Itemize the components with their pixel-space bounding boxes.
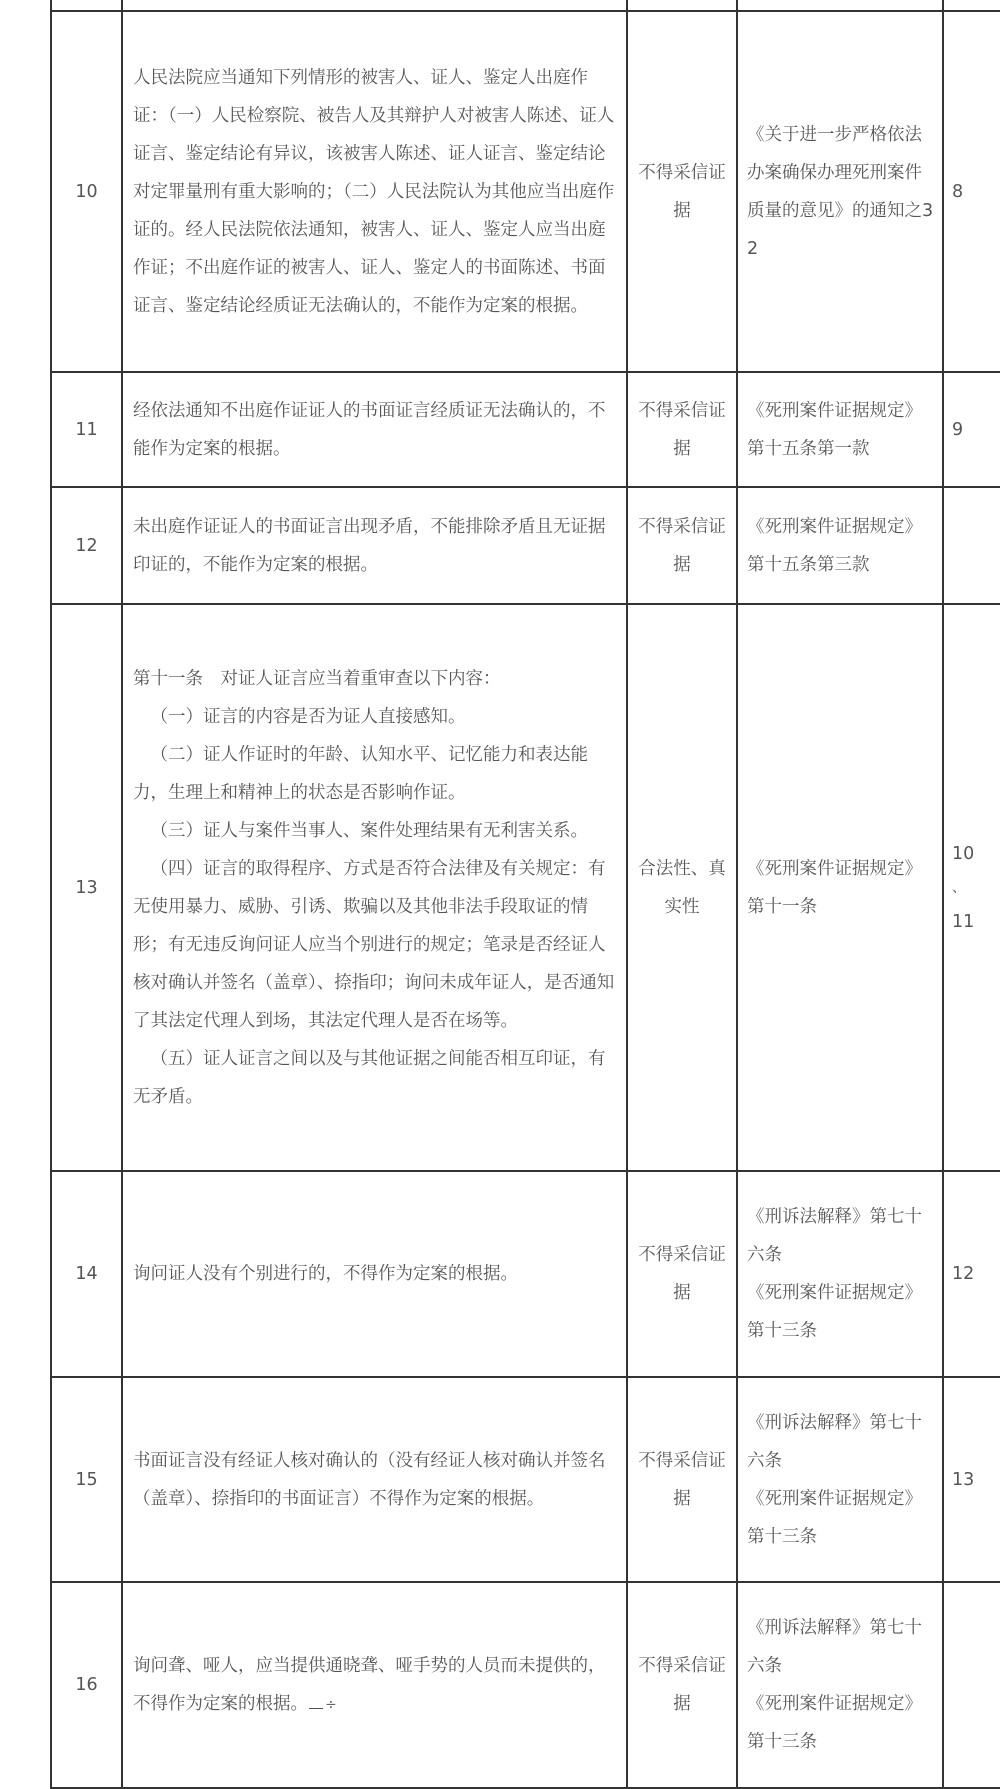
legal-basis xyxy=(737,604,943,1171)
basis-line: 《刑诉法解释》第七十六条 xyxy=(747,1412,922,1471)
row-number: 13 xyxy=(51,604,122,1171)
rule-content xyxy=(122,1171,627,1377)
row-number: 12 xyxy=(51,487,122,604)
cell-basis xyxy=(737,0,943,11)
rule-text: 询问聋、哑人，应当提供通晓聋、哑手势的人员而未提供的，不得作为定案的根据。 xyxy=(133,1655,606,1714)
rule-content xyxy=(122,372,627,487)
evidence-type: 合法性、真实性 xyxy=(627,604,737,1171)
edit-mark-icon: ÷ xyxy=(325,1696,337,1713)
page-number: 13 xyxy=(952,1469,975,1490)
row-number: 10 xyxy=(51,11,122,372)
legal-basis xyxy=(737,1582,943,1788)
page-number: 11 xyxy=(952,911,975,932)
basis-line: 《死刑案件证据规定》第十五条第一款 xyxy=(747,400,922,459)
rule-text: 询问证人没有个别进行的，不得作为定案的根据。 xyxy=(133,1264,518,1284)
basis-line: 《死刑案件证据规定》第十五条第三款 xyxy=(747,516,922,575)
rule-text-item: （一）证言的内容是否为证人直接感知。 xyxy=(150,706,466,727)
page-ref xyxy=(943,1377,1000,1582)
basis-line: 《刑诉法解释》第七十六条 xyxy=(747,1207,922,1265)
table-row xyxy=(51,1377,1000,1582)
basis-line: 《关于进一步严格依法办案确保办理死刑案件质量的意见》的通知之32 xyxy=(747,124,934,259)
basis-line: 《死刑案件证据规定》第十三条 xyxy=(747,1488,922,1547)
page-number: 10 xyxy=(952,843,975,864)
basis-line: 《刑诉法解释》第七十六条 xyxy=(747,1618,922,1676)
basis-line: 《死刑案件证据规定》第十一条 xyxy=(747,858,922,917)
rule-text-wrapper xyxy=(133,1647,616,1724)
table-row xyxy=(51,1582,1000,1788)
legal-basis xyxy=(737,487,943,604)
evidence-type: 不得采信证据 xyxy=(627,487,737,604)
table-row xyxy=(51,11,1000,372)
rule-text: 未出庭作证证人的书面证言出现矛盾，不能排除矛盾且无证据印证的，不能作为定案的根据。 xyxy=(133,516,606,575)
page-separator: 、 xyxy=(952,879,966,896)
rule-text-heading: 第十一条 对证人证言应当着重审查以下内容： xyxy=(133,668,501,689)
rule-text: 书面证言没有经证人核对确认的（没有经证人核对确认并签名（盖章）、捺指印的书面证言）不得作为定案的根据。 xyxy=(133,1450,606,1509)
cell-page xyxy=(943,0,1000,11)
page-ref xyxy=(943,604,1000,1171)
rule-content xyxy=(122,487,627,604)
rule-content xyxy=(122,1377,627,1582)
rule-text-item: （二）证人作证时的年龄、认知水平、记忆能力和表达能力，生理上和精神上的状态是否影响作证。 xyxy=(133,744,588,803)
rule-content xyxy=(122,11,627,372)
table-row xyxy=(51,372,1000,487)
row-number: 14 xyxy=(51,1171,122,1377)
rule-text: 经依法通知不出庭作证证人的书面证言经质证无法确认的，不能作为定案的根据。 xyxy=(133,400,606,459)
rule-content xyxy=(122,1582,627,1788)
rule-text-item: （四）证言的取得程序、方式是否符合法律及有关规定：有无使用暴力、威胁、引诱、欺骗以及其他非法手段取证的情形；有无违反询问证人应当个别进行的规定；笔录是否经证人核对确认并签名（盖章）、捺指印；询问未成年证人，是否通知了其法定代理人到场，其法定代理人是否在场等。 xyxy=(133,858,615,1031)
underline-edit-mark xyxy=(309,1696,323,1709)
page-ref xyxy=(943,372,1000,487)
evidence-type: 不得采信证据 xyxy=(627,1377,737,1582)
page-ref xyxy=(943,11,1000,372)
cell-content xyxy=(122,0,627,11)
row-number: 16 xyxy=(51,1582,122,1788)
legal-basis xyxy=(737,1171,943,1377)
rule-text-item: （五）证人证言之间以及与其他证据之间能否相互印证，有无矛盾。 xyxy=(133,1048,606,1107)
legal-basis xyxy=(737,372,943,487)
table-row-partial xyxy=(51,0,1000,11)
evidence-type: 不得采信证据 xyxy=(627,11,737,372)
page-ref xyxy=(943,1582,1000,1788)
evidence-rules-table-container xyxy=(50,0,1000,1789)
rule-text-item: （三）证人与案件当事人、案件处理结果有无利害关系。 xyxy=(150,820,588,841)
rule-content xyxy=(122,604,627,1171)
evidence-type: 不得采信证据 xyxy=(627,372,737,487)
basis-line: 《死刑案件证据规定》第十三条 xyxy=(747,1694,922,1752)
page-ref xyxy=(943,1171,1000,1377)
evidence-type: 不得采信证据 xyxy=(627,1171,737,1377)
page-number: 9 xyxy=(952,419,964,440)
page-ref xyxy=(943,487,1000,604)
page-number: 8 xyxy=(952,181,964,202)
rule-text: 人民法院应当通知下列情形的被害人、证人、鉴定人出庭作证：（一）人民检察院、被告人及其辩护人对被害人陈述、证人证言、鉴定结论有异议，该被害人陈述、证人证言、鉴定结论对定罪量刑有重大影响的；（二）人民法院认为其他应当出庭作证的。经人民法院依法通知，被害人、证人、鉴定人应当出庭作证；不出庭作证的被害人、证人、鉴定人的书面陈述、书面证言、鉴定结论经质证无法确认的，不能作为定案的根据。 xyxy=(133,67,615,316)
cell-no xyxy=(51,0,122,11)
cell-type xyxy=(627,0,737,11)
table-row xyxy=(51,487,1000,604)
table-row xyxy=(51,1171,1000,1377)
page-number: 12 xyxy=(952,1264,975,1284)
legal-basis xyxy=(737,1377,943,1582)
basis-line: 《死刑案件证据规定》第十三条 xyxy=(747,1283,922,1341)
legal-basis xyxy=(737,11,943,372)
row-number: 11 xyxy=(51,372,122,487)
row-number: 15 xyxy=(51,1377,122,1582)
evidence-rules-table xyxy=(50,0,1000,1789)
table-row xyxy=(51,604,1000,1171)
evidence-type: 不得采信证据 xyxy=(627,1582,737,1788)
